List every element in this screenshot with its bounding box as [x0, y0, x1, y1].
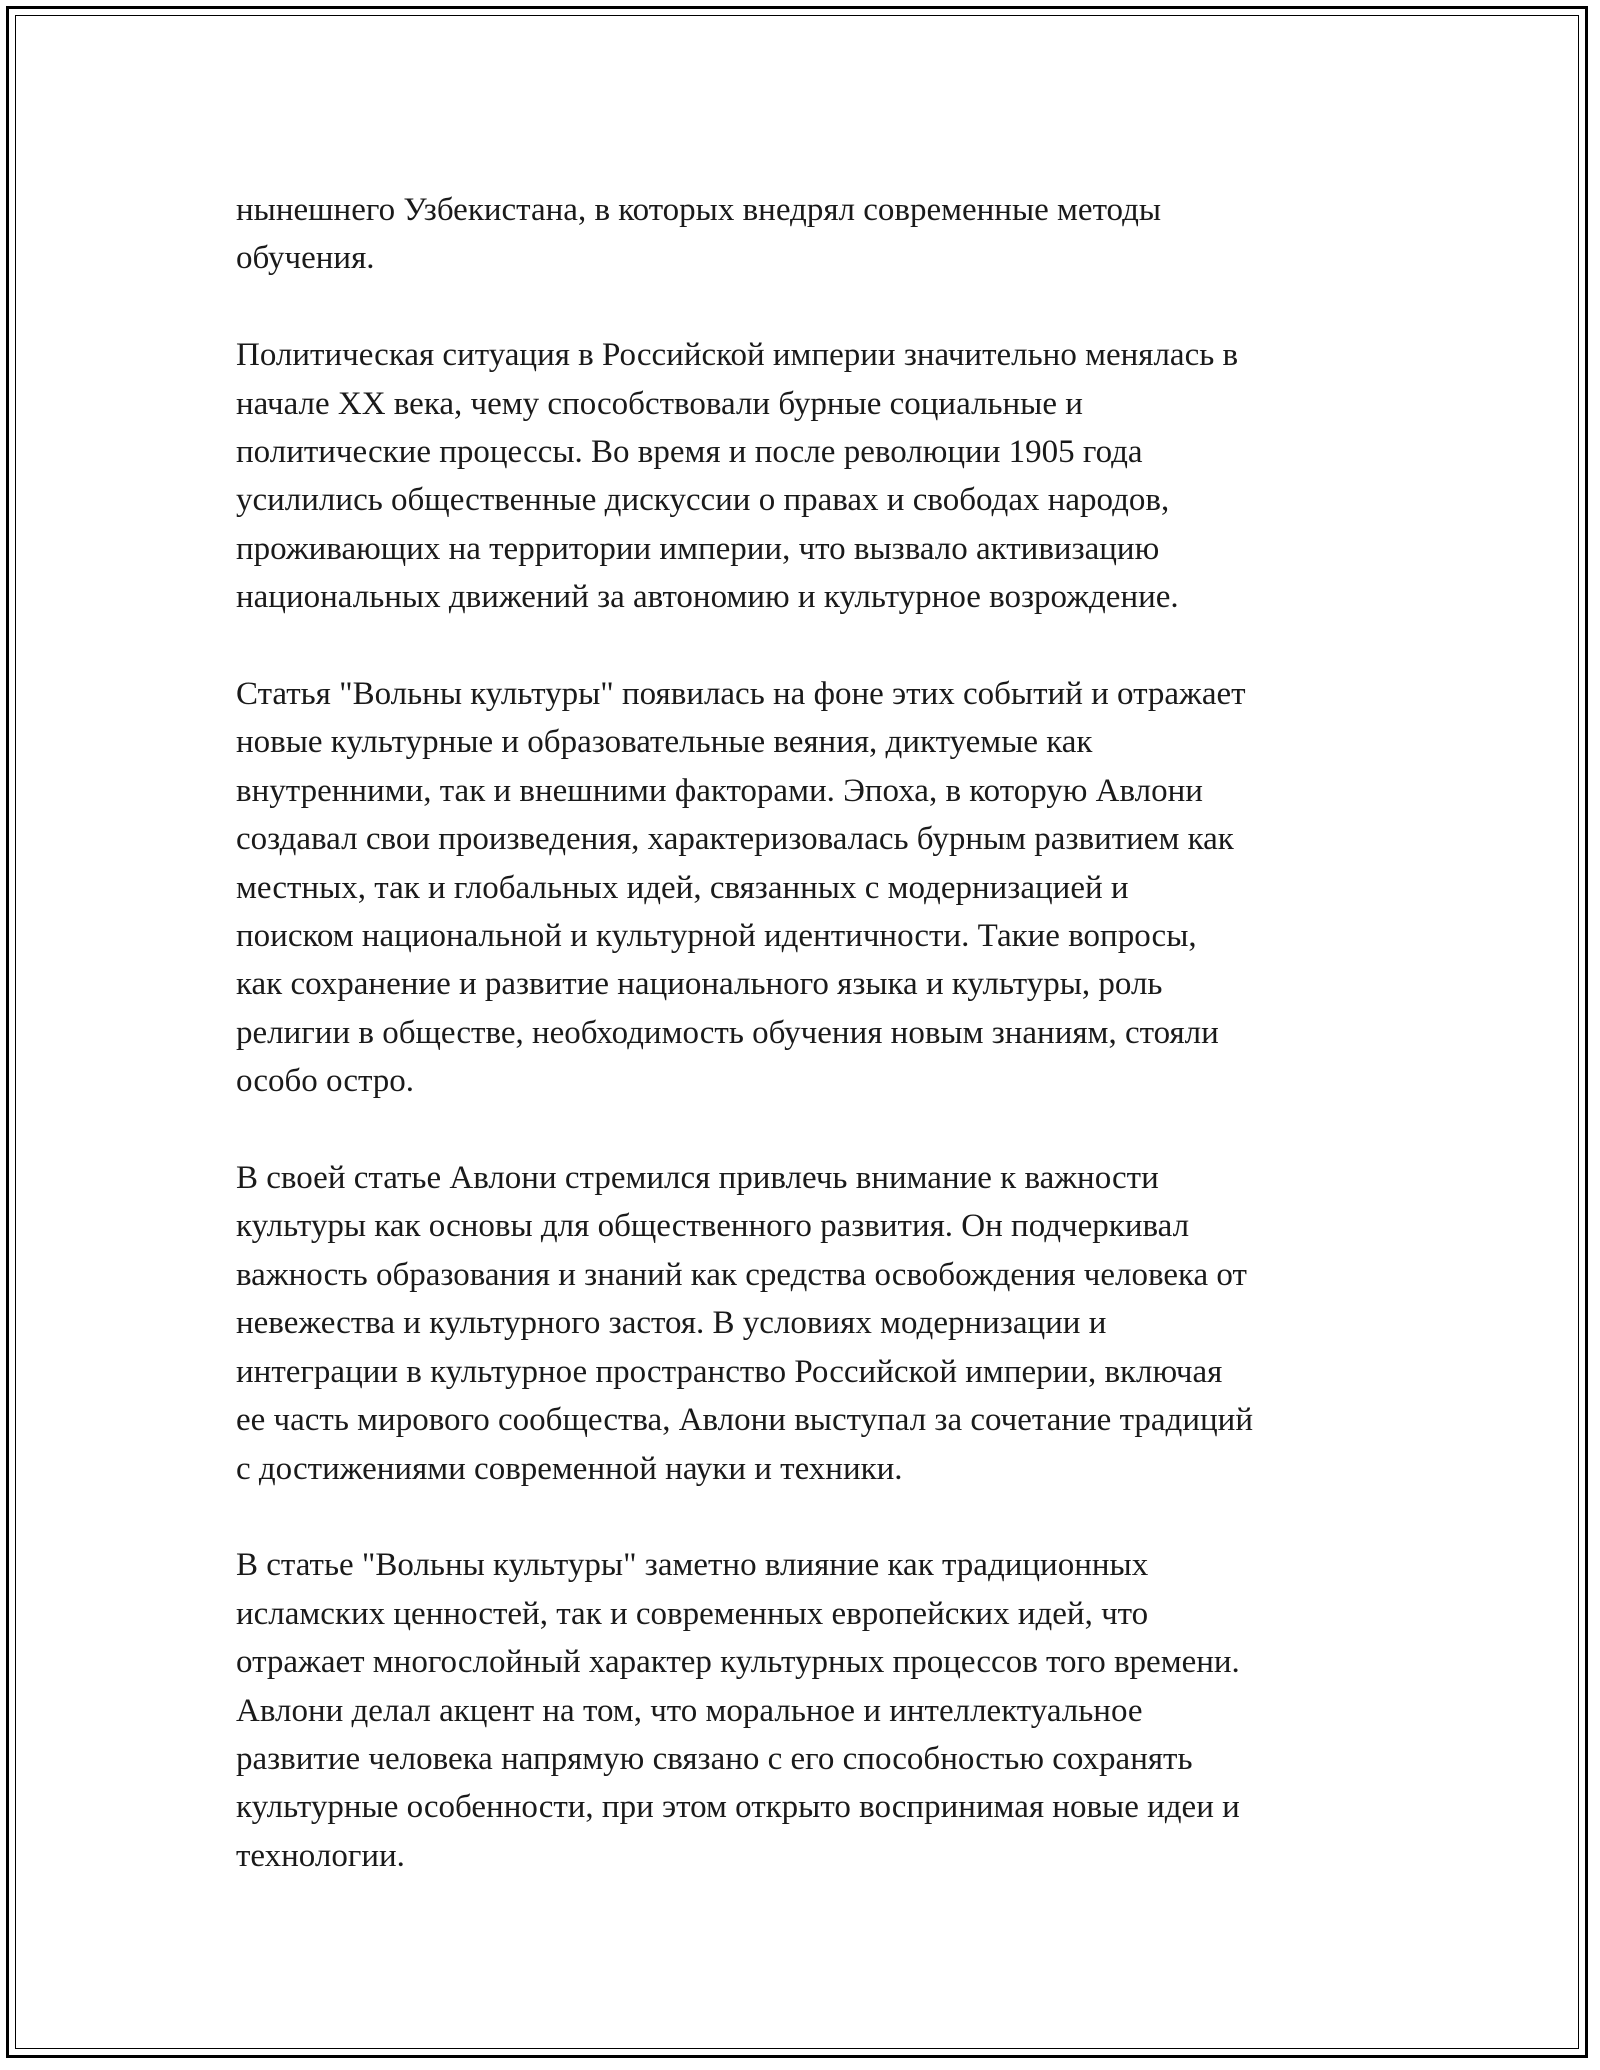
text-line: В своей статье Авлони стремился привлечь внимание к важности: [236, 1160, 1159, 1197]
text-line: ее часть мирового сообщества, Авлони выступал за сочетание традиций: [236, 1402, 1253, 1439]
text-line: политические процессы. Во время и после революции 1905 года: [236, 434, 1143, 471]
text-line: новые культурные и образовательные веяния, диктуемые как: [236, 724, 1093, 761]
text-line: важность образования и знаний как средства освобождения человека от: [236, 1256, 1247, 1293]
text-line: исламских ценностей, так и современных европейских идей, что: [236, 1595, 1149, 1632]
text-line: культурные особенности, при этом открыто воспринимая новые идеи и: [236, 1789, 1240, 1826]
text-line: национальных движений за автономию и культурное возрождение.: [236, 579, 1179, 616]
text-line: обучения.: [236, 240, 375, 277]
text-line: религии в обществе, необходимость обучения новым знаниям, стояли: [236, 1014, 1219, 1051]
text-line: особо остро.: [236, 1063, 415, 1100]
paragraph: [236, 1541, 1386, 1880]
text-line: В статье "Вольны культуры" заметно влияние как традиционных: [236, 1547, 1149, 1584]
text-line: Политическая ситуация в Российской империи значительно менялась в: [236, 337, 1239, 374]
text-line: местных, так и глобальных идей, связанных с модернизацией и: [236, 869, 1129, 906]
paragraph: [236, 670, 1386, 1106]
paragraph: [236, 331, 1386, 621]
text-line: внутренними, так и внешними факторами. Эпоха, в которую Авлони: [236, 772, 1203, 809]
text-line: Статья "Вольны культуры" появилась на фоне этих событий и отражает: [236, 676, 1246, 713]
text-line: невежества и культурного застоя. В условиях модернизации и: [236, 1305, 1107, 1342]
text-line: интеграции в культурное пространство Российской империи, включая: [236, 1353, 1223, 1390]
text-line: культуры как основы для общественного развития. Он подчеркивал: [236, 1208, 1190, 1245]
text-line: усилились общественные дискуссии о правах и свободах народов,: [236, 482, 1170, 519]
document-body: [236, 186, 1386, 1880]
text-line: поиском национальной и культурной идентичности. Такие вопросы,: [236, 918, 1197, 955]
text-line: технологии.: [236, 1837, 405, 1874]
text-line: отражает многослойный характер культурных процессов того времени.: [236, 1644, 1240, 1681]
text-line: проживающих на территории империи, что вызвало активизацию: [236, 530, 1160, 567]
text-line: Авлони делал акцент на том, что моральное и интеллектуальное: [236, 1692, 1143, 1729]
text-line: с достижениями современной науки и техники.: [236, 1450, 903, 1487]
text-line: развитие человека напрямую связано с его способностью сохранять: [236, 1740, 1193, 1777]
text-line: начале XX века, чему способствовали бурные социальные и: [236, 385, 1083, 422]
paragraph: [236, 186, 1386, 283]
text-line: как сохранение и развитие национального языка и культуры, роль: [236, 966, 1163, 1003]
paragraph: [236, 1154, 1386, 1493]
text-line: создавал свои произведения, характеризовалась бурным развитием как: [236, 821, 1234, 858]
text-line: нынешнего Узбекистана, в которых внедрял современные методы: [236, 192, 1162, 228]
